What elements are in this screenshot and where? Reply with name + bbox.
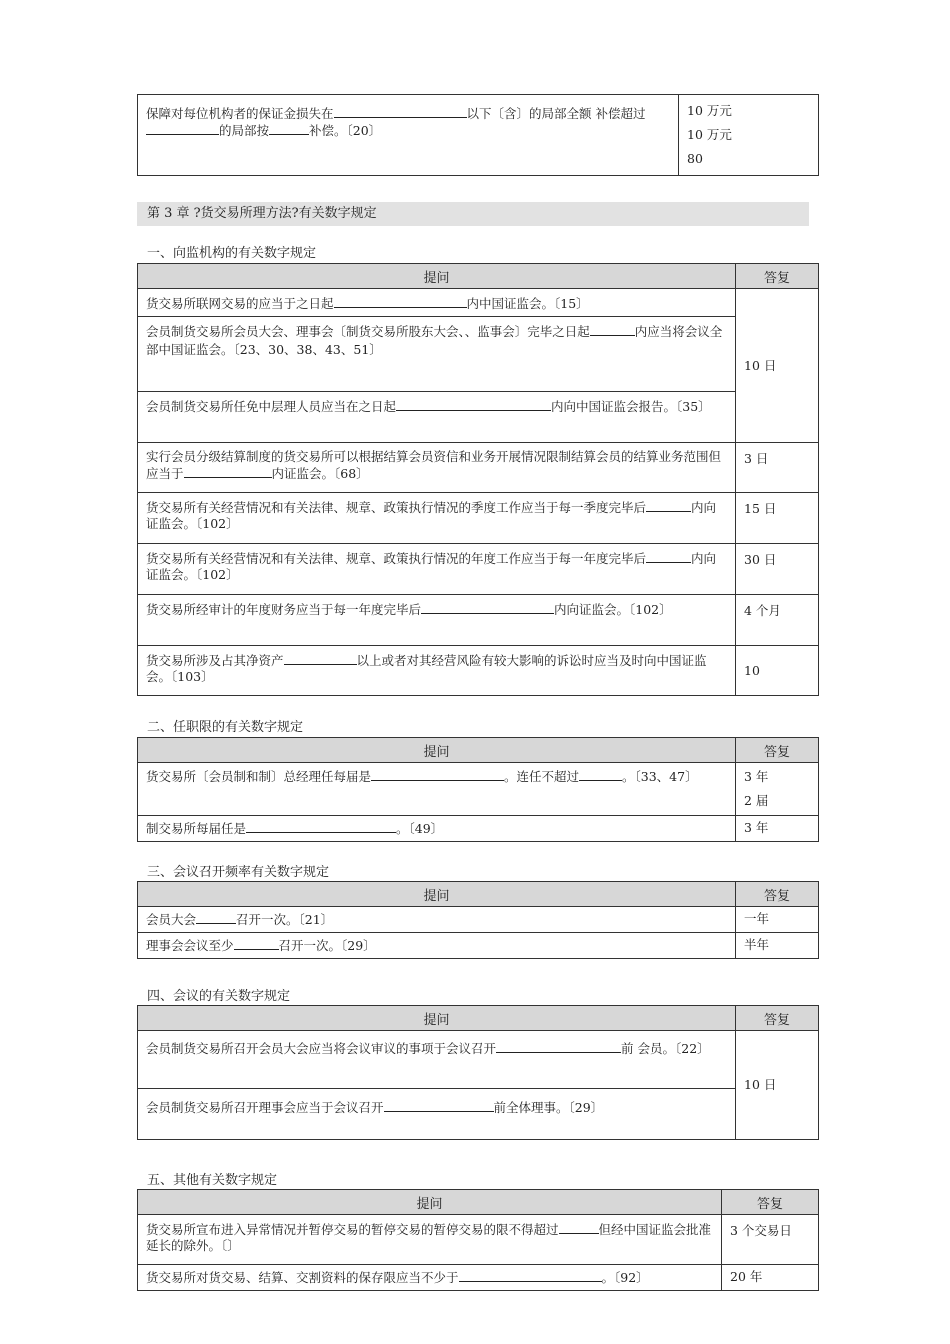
top-question (138, 95, 679, 176)
text: 。〔92〕 (601, 1270, 649, 1285)
answer-header: 答复 (736, 1006, 819, 1031)
answer-value: 15 日 (744, 501, 777, 516)
answer-value: 2 届 (744, 793, 769, 808)
text: 补偿。〔20〕 (309, 123, 382, 138)
answer-header: 答复 (736, 882, 819, 907)
answer-value: 30 日 (744, 552, 777, 567)
answer-value: 半年 (744, 937, 770, 952)
question-header: 提问 (138, 1006, 736, 1031)
answer-header: 答复 (736, 264, 819, 289)
text: 内中国证监会。〔15〕 (466, 296, 589, 311)
table-row (138, 1215, 722, 1265)
answer-value: 10 万元 (687, 103, 732, 118)
question-header: 提问 (138, 738, 736, 763)
answer-cell (722, 1265, 819, 1291)
answer-cell (736, 646, 819, 696)
text: 。连任不超过 (504, 769, 580, 784)
text: 以下〔含〕的局部全额 补偿超过 (466, 106, 646, 121)
question-header: 提问 (138, 264, 736, 289)
answer-cell (736, 544, 819, 595)
text: 内向证监会。〔102〕 (146, 551, 717, 582)
text: 会员制货交易所会员大会、理事会〔制货交易所股东大会、、监事会〕完毕之日起 (146, 324, 590, 339)
text: 货交易所经审计的年度财务应当于每一年度完毕后 (146, 602, 422, 617)
answer-cell (736, 933, 819, 959)
table-row (138, 289, 736, 317)
question-header: 提问 (138, 882, 736, 907)
table-row (138, 763, 736, 816)
table-row (138, 493, 736, 544)
text: 召开一次。〔21〕 (236, 912, 334, 927)
section-2-table (137, 737, 819, 842)
answer-header: 答复 (736, 738, 819, 763)
question-header: 提问 (138, 1190, 722, 1215)
text: 但经中国证监会批准延长的除外。〔〕 (146, 1222, 712, 1253)
text: 会员制货交易所召开理事会应当于会议召开 (146, 1100, 384, 1115)
section-title: 三、会议召开频率有关数字规定 (147, 865, 330, 880)
answer-value: 4 个月 (744, 603, 781, 618)
section-title: 五、其他有关数字规定 (147, 1173, 278, 1188)
text: 内向证监会。〔102〕 (554, 602, 672, 617)
section-4-table (137, 1005, 819, 1140)
answer-value: 3 日 (744, 451, 769, 466)
text: 前 会员。〔22〕 (621, 1041, 710, 1056)
top-answer (679, 95, 819, 176)
text: 会员大会 (146, 912, 197, 927)
section-3-table (137, 881, 819, 959)
answer-cell (736, 595, 819, 646)
section-5-table (137, 1189, 819, 1291)
text: 货交易所宣布进入异常情况并暂停交易的暂停交易的暂停交易的限不得超过 (146, 1222, 559, 1237)
text: 内证监会。〔68〕 (271, 466, 369, 481)
chapter-title: 第 3 章 ?货交易所理方法?有关数字规定 (137, 202, 809, 226)
section-1-table (137, 263, 819, 696)
top-table (137, 94, 819, 176)
table-row (138, 392, 736, 443)
table-row (138, 907, 736, 933)
table-row (138, 1265, 722, 1291)
answer-cell (722, 1215, 819, 1265)
answer-header: 答复 (722, 1190, 819, 1215)
answer-cell (736, 763, 819, 816)
answer-cell (736, 493, 819, 544)
answer-cell (736, 816, 819, 842)
text: 实行会员分级结算制度的货交易所可以根据结算会员资信和业务开展情况限制结算会员的结算业务范围但应当于 (146, 449, 722, 481)
table-row (138, 544, 736, 595)
table-row (138, 1031, 736, 1089)
text: 货交易所有关经营情况和有关法律、规章、政策执行情况的年度工作应当于每一年度完毕后 (146, 551, 647, 566)
table-row (138, 443, 736, 493)
text: 内应当将会议全部中国证监会。〔23、30、38、43、51〕 (146, 324, 723, 357)
text: 内向证监会。〔102〕 (146, 500, 717, 531)
text: 货交易所对货交易、结算、交割资料的保存限应当不少于 (146, 1270, 459, 1285)
answer-value: 10 日 (744, 1077, 777, 1092)
answer-cell (736, 443, 819, 493)
text: 会员制货交易所任免中层理人员应当在之日起 (146, 399, 397, 414)
answer-cell (736, 907, 819, 933)
text: 货交易所有关经营情况和有关法律、规章、政策执行情况的季度工作应当于每一季度完毕后 (146, 500, 647, 515)
section-title: 一、向监机构的有关数字规定 (147, 246, 317, 261)
text: 会员制货交易所召开会员大会应当将会议审议的事项于会议召开 (146, 1041, 497, 1056)
table-row (138, 1089, 736, 1140)
answer-value: 3 年 (744, 769, 769, 784)
text: 理事会会议至少 (146, 938, 234, 953)
table-row (138, 646, 736, 696)
answer-value: 80 (687, 151, 703, 166)
table-row (138, 595, 736, 646)
text: 货交易所联网交易的应当于之日起 (146, 296, 334, 311)
table-row (138, 816, 736, 842)
text: 保障对每位机构者的保证金损失在 (146, 106, 334, 121)
section-title: 二、任职限的有关数字规定 (147, 720, 304, 735)
answer-cell (736, 289, 819, 443)
answer-value: 一年 (744, 911, 770, 926)
text: 前全体理事。〔29〕 (493, 1100, 604, 1115)
text: 内向中国证监会报告。〔35〕 (551, 399, 711, 414)
table-row (138, 317, 736, 392)
text: 的局部按 (219, 123, 270, 138)
section-title: 四、会议的有关数字规定 (147, 989, 291, 1004)
text: 召开一次。〔29〕 (278, 938, 376, 953)
text: 。〔33、47〕 (622, 769, 698, 784)
answer-value: 10 日 (744, 357, 777, 373)
answer-value: 10 万元 (687, 127, 732, 142)
text: 货交易所〔会员制和制〕总经理任每届是 (146, 769, 372, 784)
answer-value: 3 年 (744, 820, 769, 835)
answer-value: 10 (744, 662, 760, 678)
text: 以上或者对其经营风险有较大影响的诉讼时应当及时向中国证监会。〔103〕 (146, 653, 707, 684)
text: 。〔49〕 (396, 821, 444, 836)
answer-cell (736, 1031, 819, 1140)
table-row (138, 933, 736, 959)
text: 货交易所涉及占其净资产 (146, 653, 284, 668)
answer-value: 3 个交易日 (730, 1223, 792, 1238)
answer-value: 20 年 (730, 1269, 763, 1284)
text: 制交易所每届任是 (146, 821, 247, 836)
